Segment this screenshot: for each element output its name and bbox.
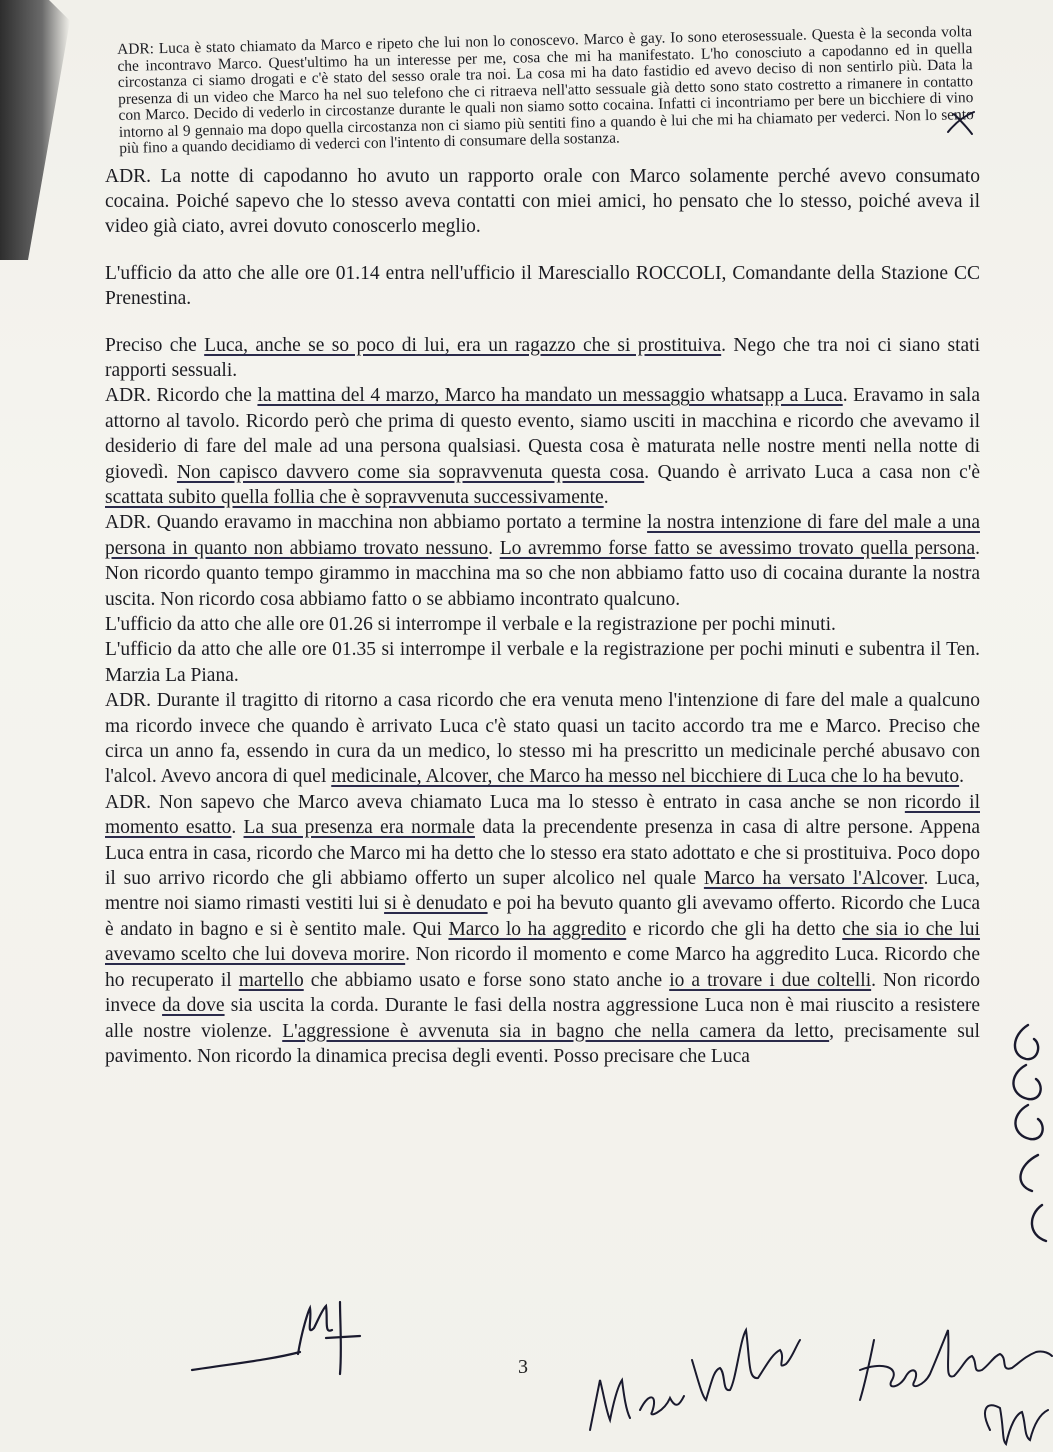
paragraph-2: L'ufficio da atto che alle ore 01.14 entra nell'ufficio il Maresciallo ROCCOLI, Comandante della Stazione CC Prenestina. [105, 262, 980, 310]
underline: che sia io che lui avevamo scelto che lui doveva morire [105, 918, 980, 966]
page-number: 3 [518, 1356, 528, 1378]
main-text [105, 164, 980, 1070]
small-print-paragraph [117, 24, 974, 157]
paragraph-5: ADR. Quando eravamo in macchina non abbiamo portato a termine la nostra intenzione di fare del male a una persona in quanto non abbiamo trovato nessuno. Lo avremmo forse fatto se avessimo trovato quella persona. Non ricordo quanto tempo girammo in macchina ma so che non abbiamo fatto uso di cocaina durante la nostra uscita. Non ricordo cosa abbiamo fatto o se abbiamo incontrato qualcuno. [105, 512, 980, 610]
paragraph-4: ADR. Ricordo che la mattina del 4 marzo, Marco ha mandato un messaggio whatsapp a Luca. Eravamo in sala attorno al tavolo. Ricordo però che prima di questo evento, siamo usciti in macchina e ricordo che avevamo il desiderio di fare del male ad una persona qualsiasi. Questa cosa è maturata nelle nostre menti nella notte di giovedì. Non capisco davvero come sia sopravvenuta questa cosa. Quando è arrivato Luca a casa non c'è scattata subito quella follia che è sopravvenuta successivamente. [105, 385, 980, 508]
document-body [105, 23, 981, 1069]
underline: martello [238, 969, 304, 991]
paragraph-1: ADR. La notte di capodanno ho avuto un rapporto orale con Marco solamente perché avevo consumato cocaina. Poiché sapevo che lo stesso aveva contatti con miei amici, ho pensato che lo stesso, poiché aveva il video già ciato, avrei dovuto conoscerlo meglio. [105, 165, 980, 238]
signature-left [190, 1290, 390, 1380]
underline: Luca, anche se so poco di lui, era un ragazzo che si prostituiva [204, 334, 722, 356]
signature-center [580, 1300, 830, 1440]
underline: Marco lo ha aggredito [448, 918, 627, 940]
underline: si è denudato [384, 893, 488, 915]
underline: io a trovare i due coltelli [669, 969, 872, 991]
underline: La sua presenza era normale [243, 817, 475, 839]
margin-signature [998, 1015, 1053, 1255]
paragraph-7: L'ufficio da atto che alle ore 01.35 si interrompe il verbale e la registrazione per pochi minuti e subentra il Ten. Marzia La Piana. [105, 639, 980, 686]
underline: scattata subito quella follia che è sopravvenuta successivamente [105, 486, 604, 508]
underline: Marco ha versato l'Alcover [703, 868, 924, 890]
underline: la nostra intenzione di fare del male a una persona in quanto non abbiamo trovato nessuno [105, 512, 980, 559]
paragraph-8: ADR. Durante il tragitto di ritorno a casa ricordo che era venuta meno l'intenzione di fare del male a qualcuno ma ricordo invece che quando è arrivato Luca c'è stato quasi un tacito accordo tra me e Marco. Preciso che circa un anno fa, essendo in cura da un medico, lo stesso mi ha prescritto un medicinale perché abusavo con l'alcol. Avevo ancora di quel medicinale, Alcover, che Marco ha messo nel bicchiere di Luca che lo ha bevuto. [105, 690, 980, 788]
margin-mark [944, 108, 980, 138]
underline: medicinale, Alcover, che Marco ha messo nel bicchiere di Luca che lo ha bevuto [331, 766, 960, 788]
paragraph-3: Preciso che Luca, anche se so poco di lui, era un ragazzo che si prostituiva. Nego che tra noi ci siano stati rapporti sessuali. [105, 334, 980, 381]
paragraph-6: L'ufficio da atto che alle ore 01.26 si interrompe il verbale e la registrazione per pochi minuti. [105, 614, 836, 635]
underline: ricordo il momento esatto [105, 791, 980, 839]
underline: la mattina del 4 marzo, Marco ha mandato un messaggio whatsapp a Luca [257, 385, 843, 407]
paragraph-small-1: ADR: Luca è stato chiamato da Marco e ripeto che lui non lo conoscevo. Marco è gay. Io sono eterosessuale. Questa è la seconda volta che incontravo Marco. Quest'ultimo ha un interesse per me, cosa che mi ha manifestato. L'ho conosciuto a capodanno ed in quella circostanza ci siamo drogati e c'è stato del sesso orale tra noi. La cosa mi ha dato fastidio ed avevo deciso di non sentirlo più. Data la presenza di un video che Marco ha nel suo telefono che ci ritraeva nell'atto sessuale già detto sono stato costretto a rimanere in contatto con Marco. Decido di vederlo in circostanze durante le quali non siamo sotto cocaina. Infatti ci incontriamo per bere un bicchiere di vino intorno al 9 gennaio ma dopo quella circostanza non ci siamo più sentiti fino a quando è lui che mi ha chiamato per vederci. Non lo sento più fino a quando decidiamo di vederci con l'intento di consumare della sostanza. [116, 23, 974, 157]
underline: da dove [162, 995, 225, 1017]
underline: L'aggressione è avvenuta sia in bagno che nella camera da letto [282, 1020, 830, 1042]
paragraph-9: ADR. Non sapevo che Marco aveva chiamato Luca ma lo stesso è entrato in casa anche se non ricordo il momento esatto. La sua presenza era normale data la precendente presenza in casa di altre persone. Appena Luca entra in casa, ricordo che Marco mi ha detto che lo stesso era stato adottato e che si prostituiva. Poco dopo il suo arrivo ricordo che gli abbiamo offerto un super alcolico nel quale Marco ha versato l'Alcover. Luca, mentre noi siamo rimasti vestiti lui si è denudato e poi ha bevuto quanto gli avevamo offerto. Ricordo che Luca è andato in bagno e si è sentito male. Qui Marco lo ha aggredito e ricordo che gli ha detto che sia io che lui avevamo scelto che lui doveva morire. Non ricordo il momento e come Marco ha aggredito Luca. Ricordo che ho recuperato il martello che abbiamo usato e forse sono stato anche io a trovare i due coltelli. Non ricordo invece da dove sia uscita la corda. Durante le fasi della nostra aggressione Luca non è mai riuscito a resistere alle nostre violenze. L'aggressione è avvenuta sia in bagno che nella camera da letto, precisamente sul pavimento. Non ricordo la dinamica precisa degli eventi. Posso precisare che Luca [105, 791, 981, 1067]
signature-right [840, 1310, 1053, 1452]
page-fold-shadow [0, 0, 70, 260]
underline: Non capisco davvero come sia sopravvenuta questa cosa [176, 461, 645, 483]
underline: Lo avremmo forse fatto se avessimo trovato quella persona [499, 537, 976, 559]
